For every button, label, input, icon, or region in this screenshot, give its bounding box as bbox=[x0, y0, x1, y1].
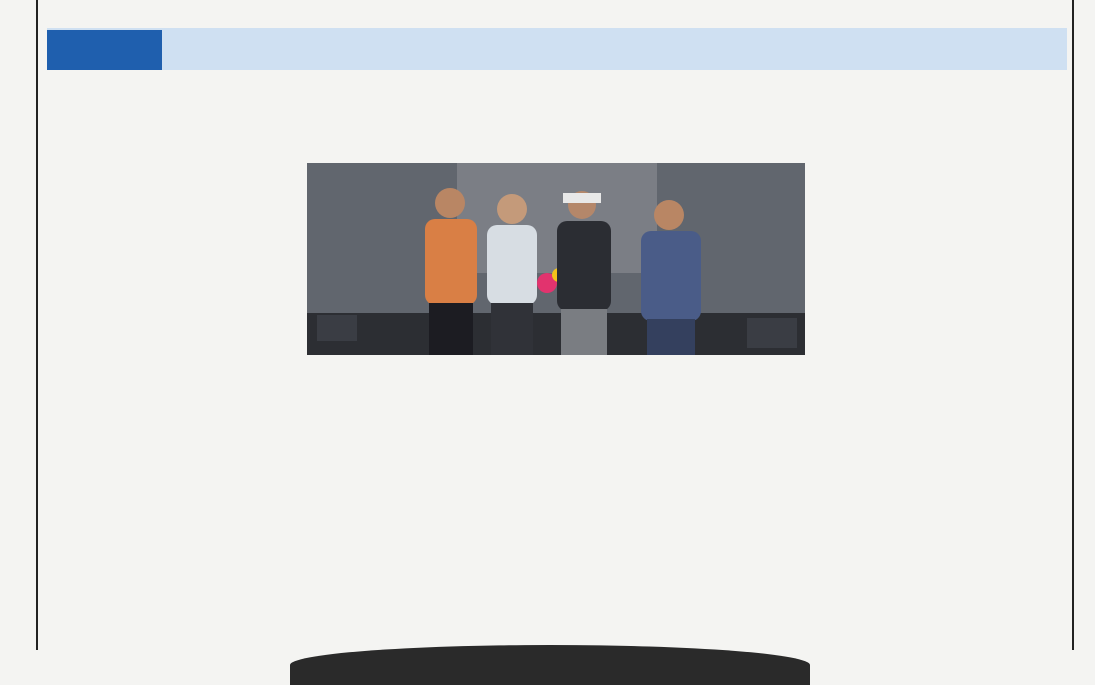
left-column-rule bbox=[36, 0, 38, 650]
photo-illustration bbox=[307, 163, 805, 355]
right-column-fragments bbox=[1072, 0, 1095, 662]
top-clipped-text bbox=[0, 0, 1095, 16]
article-photo bbox=[307, 163, 805, 355]
bottom-shape bbox=[290, 645, 810, 685]
headline bbox=[46, 78, 1068, 158]
left-column-fragments bbox=[0, 16, 34, 646]
kicker-banner bbox=[47, 28, 1067, 70]
section-tag bbox=[47, 30, 162, 70]
